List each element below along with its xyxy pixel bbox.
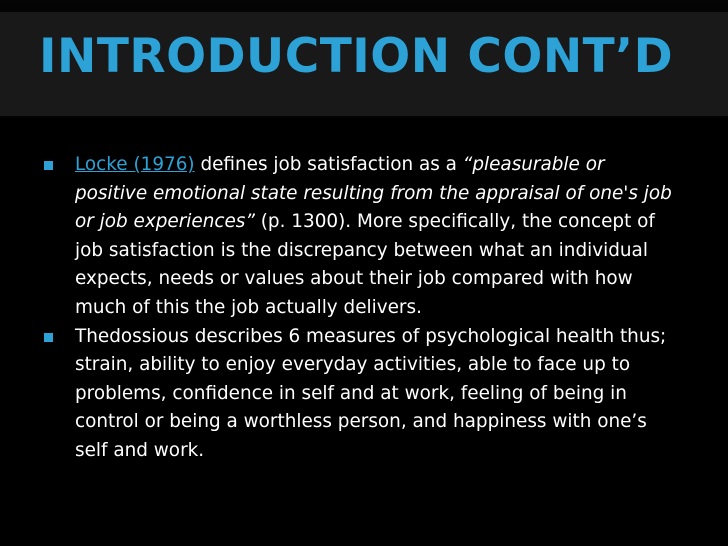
slide-title: INTRODUCTION CONT’D — [39, 29, 674, 84]
bullet-list — [41, 151, 681, 466]
bullet-text: defines job satisfaction as a — [194, 154, 463, 175]
bullet-text: Thedossious describes 6 measures of psychological health thus; strain, ability to enjoy everyday activities, able to face up to problems, confidence in self and at work, feeling of being in control or being a worthless person, and happiness with one’s self and work. — [75, 325, 667, 461]
square-bullet-icon — [44, 333, 53, 342]
square-bullet-icon — [44, 161, 53, 170]
bullet-item-locke — [41, 151, 681, 323]
locke-citation-link[interactable]: Locke (1976) — [75, 154, 195, 175]
bullet-item-thedossious — [41, 323, 681, 466]
bullet-text: (p. 1300). More specifically, the concept of job satisfaction is the discrepancy between what an individual expects, needs or values about their job compared with how much of this the job actually delivers. — [75, 211, 655, 318]
quoted-definition: “pleasurable or positive emotional state resulting from the appraisal of one's job or job experiences” — [75, 154, 672, 233]
